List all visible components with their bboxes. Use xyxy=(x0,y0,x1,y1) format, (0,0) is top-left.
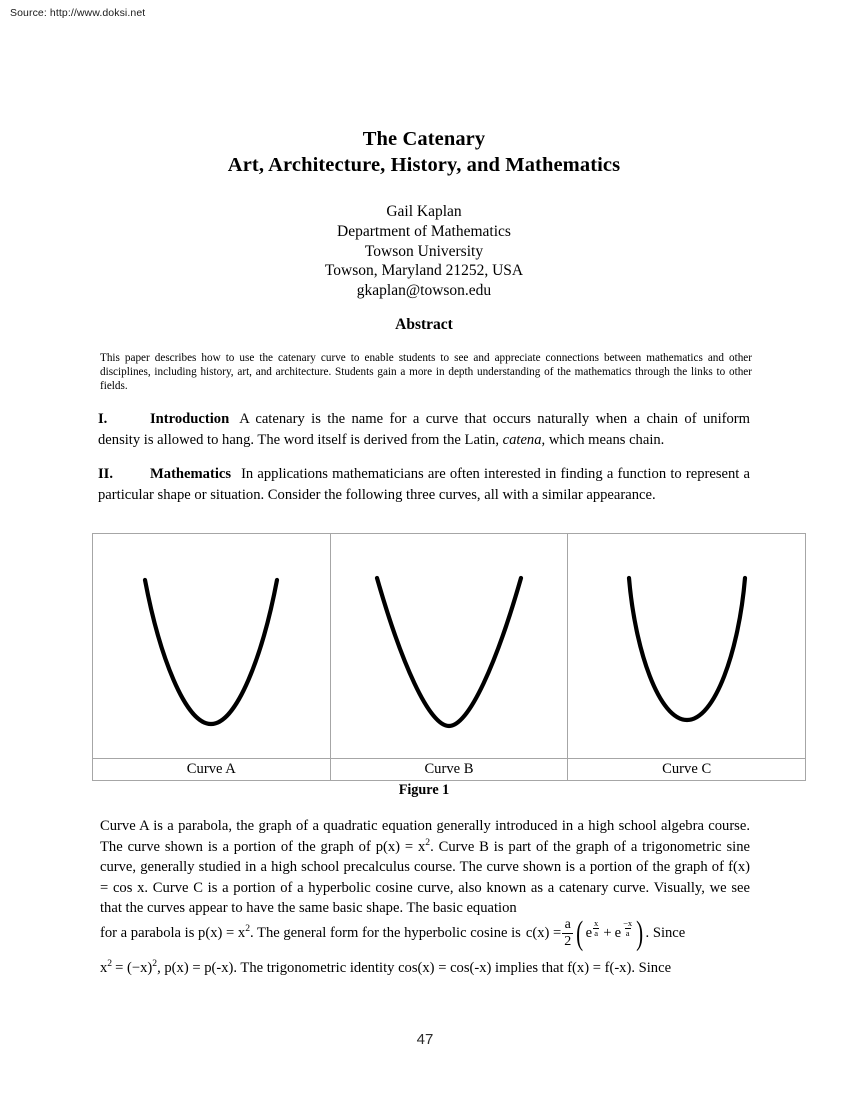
open-paren: ( xyxy=(576,914,584,952)
fraction-denominator: 2 xyxy=(564,934,572,949)
exp-numerator: x xyxy=(594,918,599,929)
equation-mid-text: . The general form for the hyperbolic cosine is xyxy=(250,924,521,941)
exp-denominator: a xyxy=(625,928,630,938)
curve-a-plot xyxy=(97,534,325,758)
author-name: Gail Kaplan xyxy=(386,203,462,220)
section-number: I. xyxy=(98,411,108,427)
figure-panel-curve-b xyxy=(330,534,568,759)
page-title: The Catenary xyxy=(362,128,486,150)
abstract-heading: Abstract xyxy=(395,316,453,333)
exponent-2: 2 xyxy=(152,958,158,970)
negative-x: −x xyxy=(131,960,148,976)
section-text: In applications mathematicians are often interested in finding a function to represent a particular shape or situation. Consider the following three curves, all with a similar appearance. xyxy=(98,466,750,503)
equation-line-symmetry xyxy=(100,958,750,979)
figure-label-cell: Curve A xyxy=(93,759,331,781)
section-mathematics xyxy=(98,464,750,505)
equation-line-hyperbolic-cosine xyxy=(100,914,750,952)
page-number: 47 xyxy=(416,1031,434,1048)
curve-c-plot xyxy=(573,534,801,758)
figure-caption: Figure 1 xyxy=(398,782,450,798)
abstract-body: This paper describes how to use the catenary curve to enable students to see and appreciate connections between mathematics and other disciplines, including history, art, and architecture. Students gain a more in depth understanding of the mathematics through the links to other fields. xyxy=(100,352,752,392)
euler-e-1: e xyxy=(585,925,593,942)
variable-x: x xyxy=(237,924,246,941)
equation-tail-text: . Since xyxy=(645,924,686,941)
author-department: Department of Mathematics xyxy=(337,222,511,240)
exponent-2: 2 xyxy=(245,922,251,934)
inline-formula-catenary xyxy=(525,914,646,952)
exp-denominator: a xyxy=(594,928,599,938)
author-block xyxy=(98,202,750,301)
formula-lhs: c(x) = xyxy=(525,925,562,942)
exponent-2: 2 xyxy=(425,836,431,848)
figure-plot-row xyxy=(93,534,806,759)
section-heading: Mathematics xyxy=(150,466,232,482)
figure-label-cell: Curve B xyxy=(330,759,568,781)
author-address: Towson, Maryland 21252, USA xyxy=(324,262,524,280)
equation-rest-text: , p(x) = p(-x). The trigonometric identity cos(x) = cos(-x) implies that f(x) = f(-x). Since xyxy=(157,960,672,976)
exponent-2: 2 xyxy=(107,958,113,970)
exponent-neg-x-over-a xyxy=(621,919,634,937)
curve-b-plot xyxy=(335,534,563,758)
close-paren: ) xyxy=(147,960,153,976)
equation-lead-text: for a parabola is p(x) = xyxy=(100,924,238,941)
figure-1-table xyxy=(92,533,806,781)
section-text-before-italic: A catenary is the name for a curve that occurs naturally when a chain of uniform density is allowed to hang. The word itself is derived from the Latin, xyxy=(98,411,750,448)
variable-x: x xyxy=(100,960,108,976)
figure-label-cell: Curve C xyxy=(568,759,806,781)
variable-x: x xyxy=(418,838,426,855)
figure-label-row xyxy=(93,759,806,781)
close-paren: ) xyxy=(636,914,644,952)
section-heading: Introduction xyxy=(150,411,230,427)
page-subtitle: Art, Architecture, History, and Mathematics xyxy=(227,154,621,176)
euler-e-2: e xyxy=(614,925,622,942)
equality-open: = ( xyxy=(115,960,132,976)
figure-panel-curve-c xyxy=(568,534,806,759)
fraction-numerator: a xyxy=(564,917,571,932)
exp-numerator: −x xyxy=(623,918,633,929)
paragraph-part-2: . Curve B is part of the graph of a trigonometric sine curve, generally studied in a high school precalculus course. The curve shown is a portion of the graph of f(x) = cos x. Curve C is a portion of a hyperbolic cosine curve, also known as a catenary curve. Visually, we see that the curves appear to have the same basic shape. The basic equation xyxy=(100,838,750,917)
author-email: gkaplan@towson.edu xyxy=(356,282,492,300)
latin-term: catena xyxy=(502,431,542,448)
author-university: Towson University xyxy=(364,242,484,260)
section-number: II. xyxy=(98,466,114,482)
plus-operator: + xyxy=(603,925,612,942)
exponent-x-over-a xyxy=(592,919,600,937)
title-block xyxy=(98,126,750,179)
paragraph-curve-description xyxy=(100,816,750,919)
figure-panel-curve-a xyxy=(93,534,331,759)
source-watermark: Source: http://www.doksi.net xyxy=(10,7,146,19)
fraction-a-over-2 xyxy=(562,918,573,949)
section-introduction xyxy=(98,409,750,450)
section-text-after-italic: , which means chain. xyxy=(541,431,665,448)
paragraph-part-1: Curve A is a parabola, the graph of a quadratic equation generally introduced in a high school algebra course. The curve shown is a portion of the graph of p(x) = xyxy=(100,818,750,855)
